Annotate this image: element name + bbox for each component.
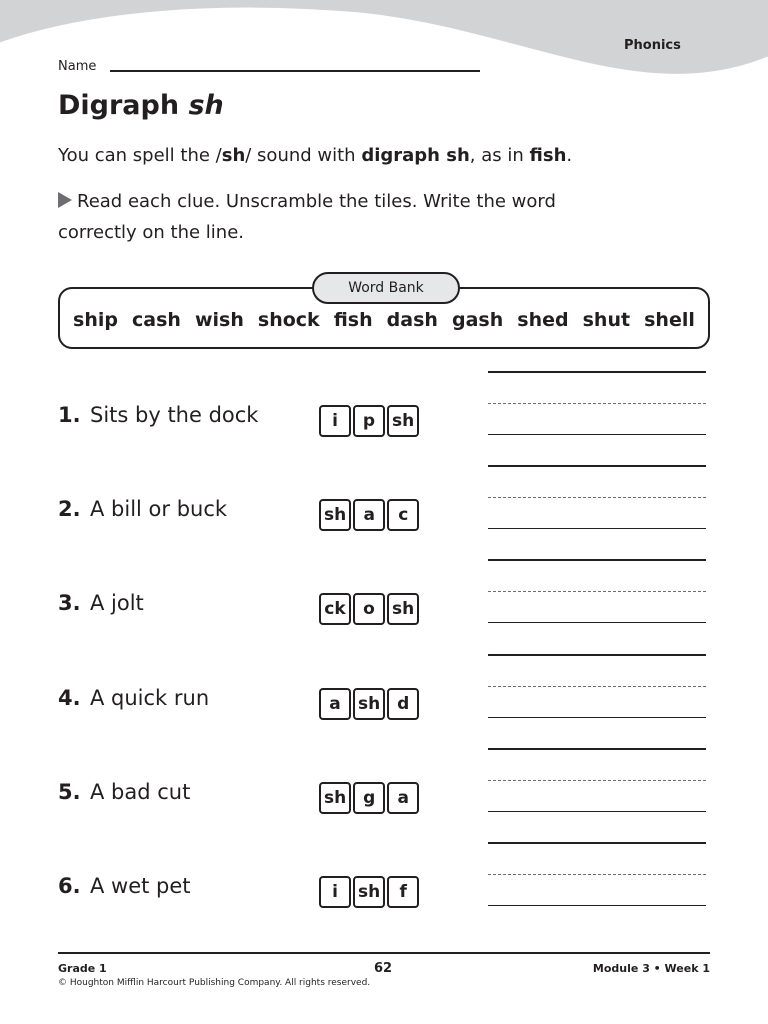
intro-sound: sh [221, 145, 246, 166]
word-bank [58, 280, 710, 349]
item-number: 2. [58, 497, 81, 521]
footer-module: Module 3 • Week 1 [592, 962, 710, 975]
letter-tile: sh [387, 593, 419, 625]
name-line[interactable] [110, 70, 480, 72]
answer-write-lines[interactable] [488, 748, 706, 818]
word-bank-word: shut [582, 309, 631, 331]
exercise-item-1 [58, 371, 718, 451]
footer-grade: Grade 1 [58, 962, 107, 975]
word-bank-word: dash [386, 309, 438, 331]
intro-part: / sound with [245, 145, 362, 166]
word-bank-words [60, 309, 708, 331]
page-number: 62 [374, 961, 393, 976]
letter-tile: o [353, 593, 385, 625]
letter-tile: c [387, 499, 419, 531]
item-number: 5. [58, 780, 81, 804]
letter-tiles [319, 593, 419, 625]
letter-tile: i [319, 405, 351, 437]
intro-part: You can spell the / [58, 145, 222, 166]
word-bank-word: wish [194, 309, 244, 331]
word-bank-word: shock [257, 309, 320, 331]
footer-rule [58, 952, 710, 954]
word-bank-title: Word Bank [312, 272, 460, 304]
answer-write-lines[interactable] [488, 465, 706, 535]
letter-tile: sh [387, 405, 419, 437]
letter-tile: sh [353, 688, 385, 720]
exercise-item-2 [58, 465, 718, 545]
intro-text [58, 145, 572, 166]
name-label: Name [58, 59, 97, 74]
answer-write-lines[interactable] [488, 842, 706, 912]
letter-tile: i [319, 876, 351, 908]
letter-tile: sh [353, 876, 385, 908]
directions [58, 186, 618, 248]
item-number: 4. [58, 686, 81, 710]
letter-tile: sh [319, 499, 351, 531]
letter-tile: a [353, 499, 385, 531]
letter-tile: p [353, 405, 385, 437]
word-bank-word: fish [333, 309, 373, 331]
item-clue: A bad cut [90, 780, 191, 804]
letter-tiles [319, 499, 419, 531]
letter-tiles [319, 688, 419, 720]
answer-write-lines[interactable] [488, 371, 706, 441]
letter-tile: f [387, 876, 419, 908]
letter-tile: ck [319, 593, 351, 625]
exercise-item-3 [58, 559, 718, 639]
intro-part: . [566, 145, 573, 166]
word-bank-word: shell [644, 309, 695, 331]
letter-tile: sh [319, 782, 351, 814]
letter-tiles [319, 405, 419, 437]
item-number: 3. [58, 591, 81, 615]
word-bank-word: cash [132, 309, 181, 331]
letter-tile: d [387, 688, 419, 720]
item-number: 6. [58, 874, 81, 898]
title-main: Digraph [58, 90, 180, 121]
word-bank-word: shed [517, 309, 569, 331]
page-title [58, 90, 224, 121]
answer-write-lines[interactable] [488, 559, 706, 629]
intro-example: fish [529, 145, 567, 166]
item-clue: Sits by the dock [90, 403, 259, 427]
word-bank-word: ship [73, 309, 118, 331]
item-clue: A jolt [90, 591, 144, 615]
letter-tile: g [353, 782, 385, 814]
subject-label: Phonics [624, 38, 681, 53]
letter-tile: a [387, 782, 419, 814]
exercise-item-6 [58, 842, 718, 922]
item-clue: A wet pet [90, 874, 191, 898]
intro-term: digraph sh [361, 145, 470, 166]
item-number: 1. [58, 403, 81, 427]
directions-text: Read each clue. Unscramble the tiles. Write the word correctly on the line. [58, 191, 556, 243]
letter-tiles [319, 876, 419, 908]
answer-write-lines[interactable] [488, 654, 706, 724]
letter-tile: a [319, 688, 351, 720]
title-italic: sh [188, 90, 224, 121]
play-triangle-icon [58, 192, 72, 208]
exercise-item-4 [58, 654, 718, 734]
item-clue: A quick run [90, 686, 210, 710]
item-clue: A bill or buck [90, 497, 228, 521]
word-bank-word: gash [451, 309, 504, 331]
exercise-item-5 [58, 748, 718, 828]
letter-tiles [319, 782, 419, 814]
intro-part: , as in [469, 145, 530, 166]
copyright-notice: © Houghton Mifflin Harcourt Publishing Company. All rights reserved. [58, 978, 371, 988]
